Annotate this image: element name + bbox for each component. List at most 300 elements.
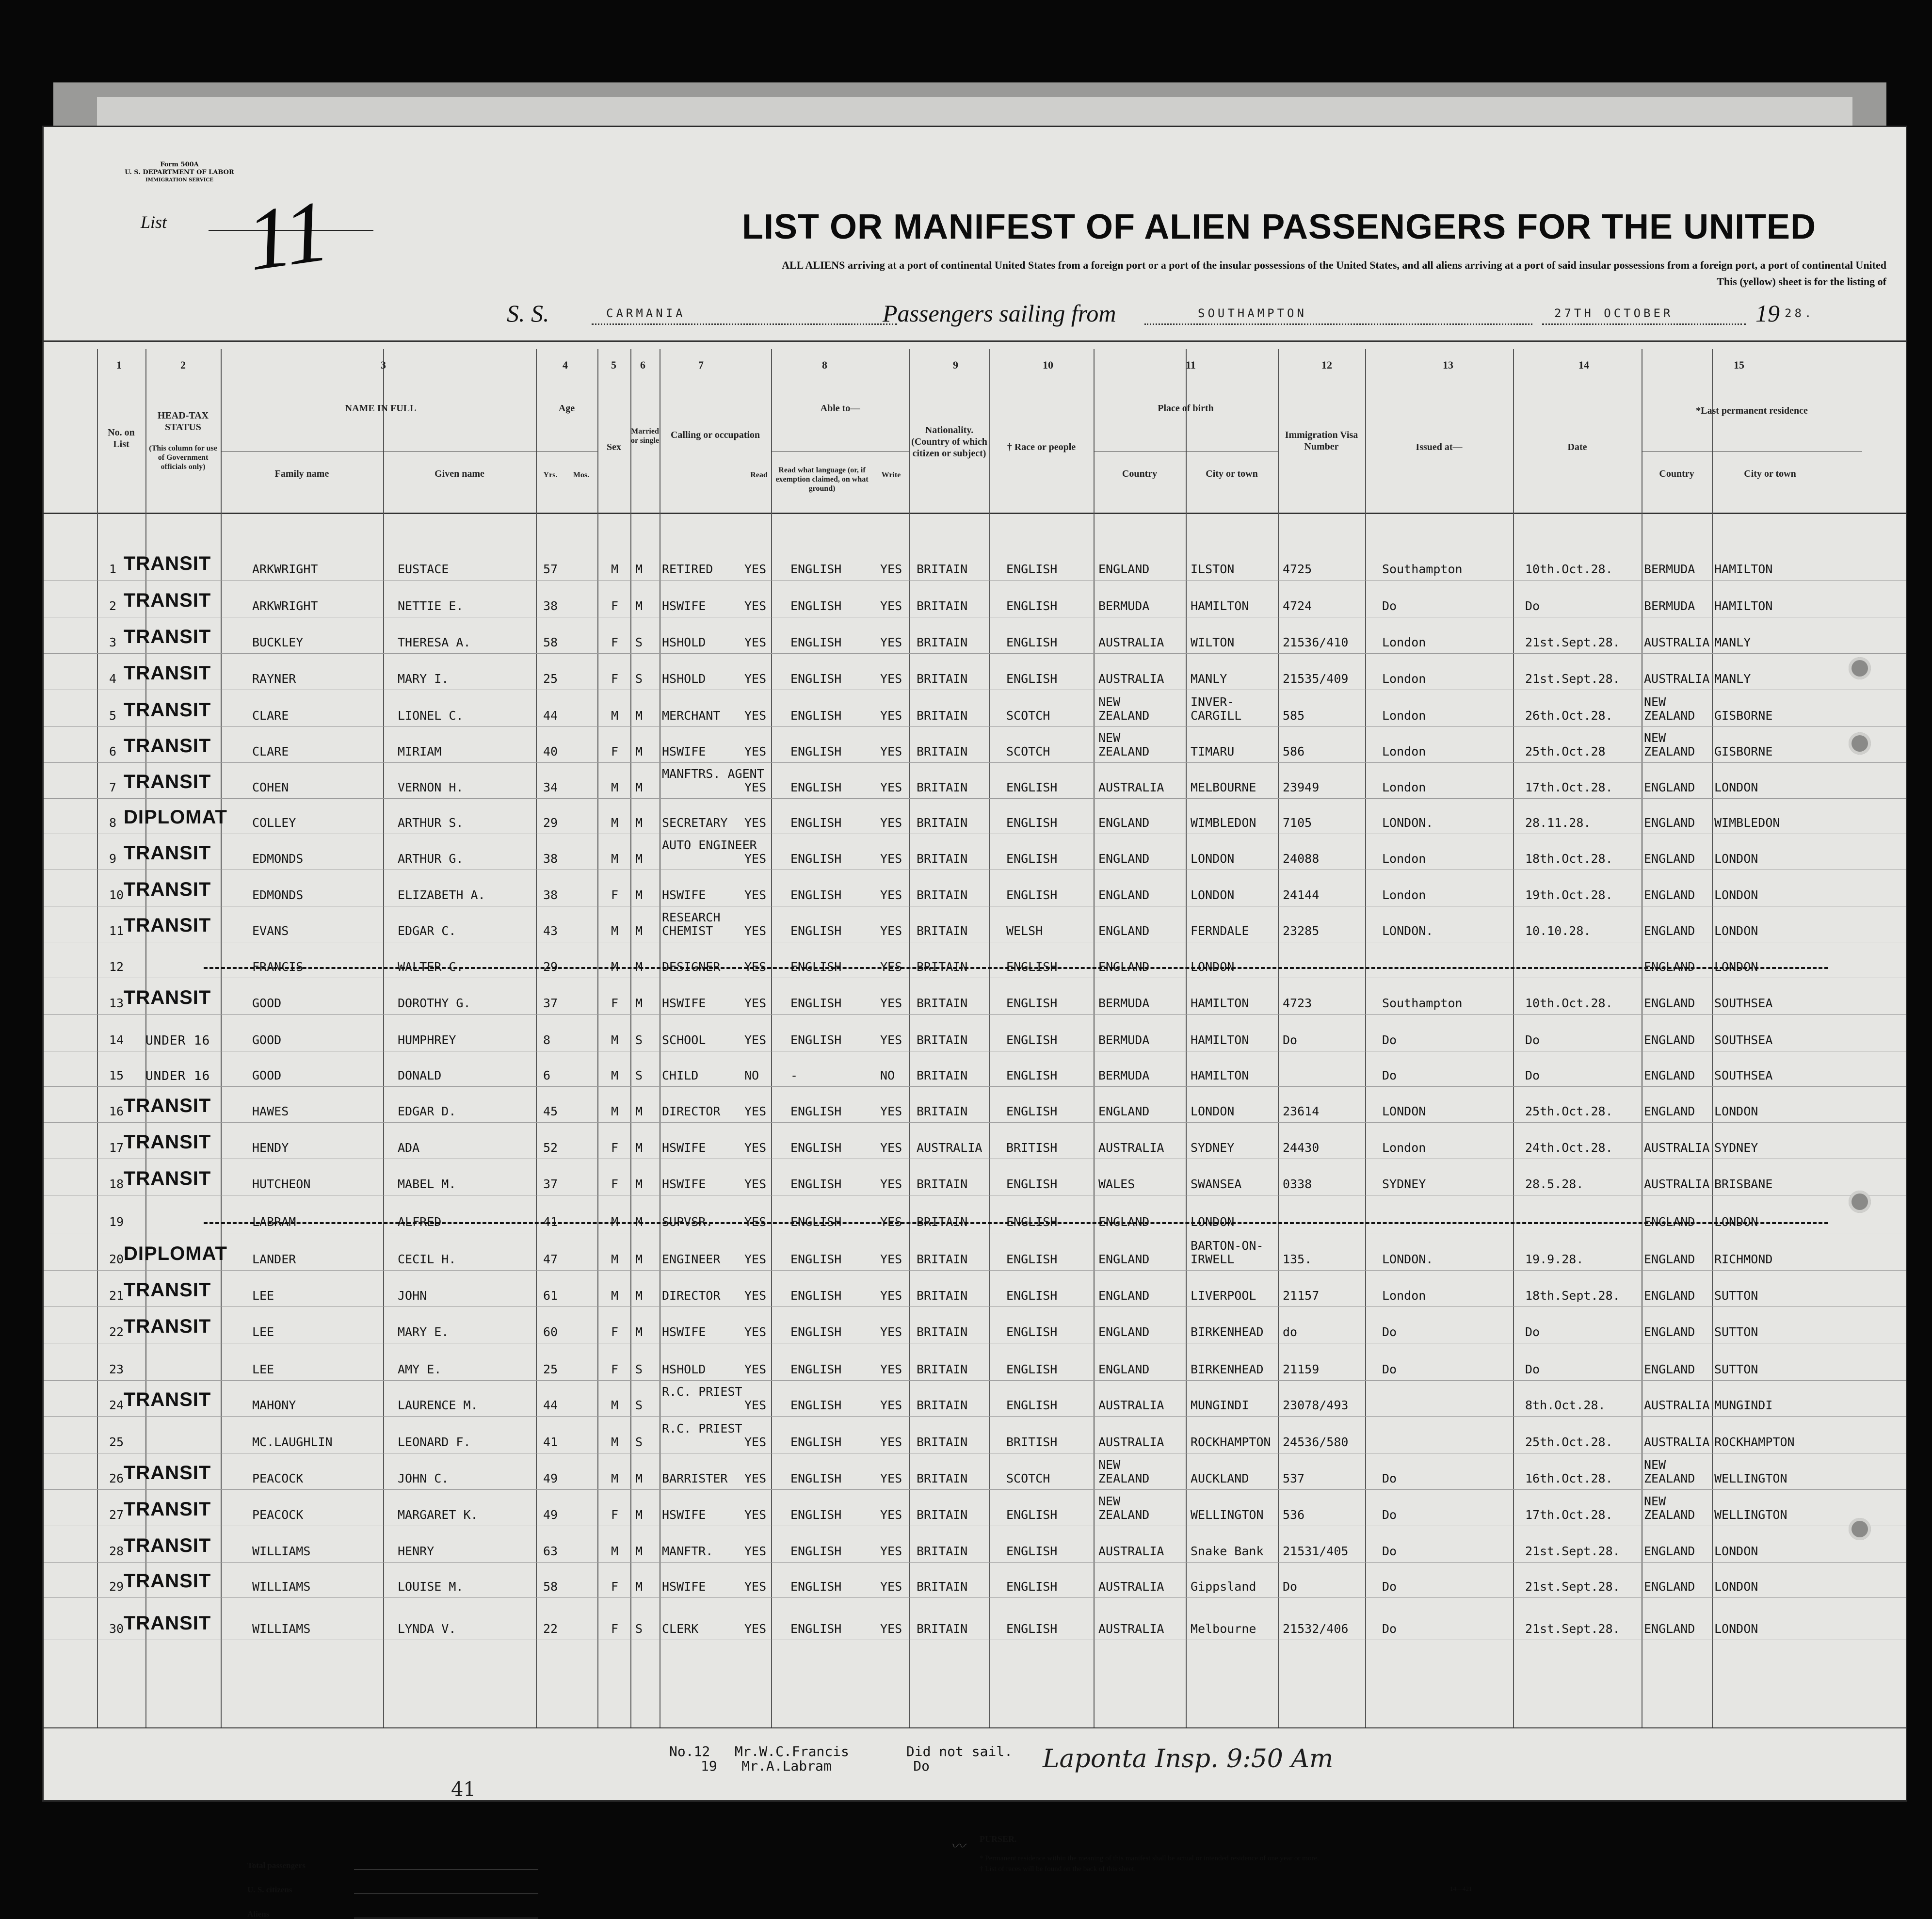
sex: M	[611, 1398, 619, 1412]
read-language: ENGLISH	[790, 1580, 842, 1594]
birth-city: BIRKENHEAD	[1191, 1325, 1264, 1339]
given-name: CECIL H.	[398, 1252, 456, 1266]
residence-country: AUSTRALIA	[1644, 1398, 1710, 1412]
visa-number: 21531/405	[1283, 1544, 1349, 1558]
residence-country: AUSTRALIA	[1644, 1435, 1710, 1449]
family-name: MC.LAUGHLIN	[252, 1435, 333, 1449]
visa-date: 19th.Oct.28.	[1525, 888, 1613, 902]
birth-country: AUSTRALIA	[1098, 1435, 1164, 1449]
issued-at: Do	[1382, 1508, 1397, 1522]
head-tax-stamp: TRANSIT	[124, 842, 211, 864]
head-tax-stamp: TRANSIT	[124, 626, 211, 647]
date-underline	[1542, 323, 1746, 325]
head-tax-stamp: TRANSIT	[124, 1535, 211, 1556]
nationality: BRITAIN	[917, 924, 968, 938]
birth-country: AUSTRALIA	[1098, 1622, 1164, 1636]
row-rule	[44, 1086, 1906, 1087]
issued-at: Do	[1382, 1325, 1397, 1339]
sub-rule-able	[771, 451, 909, 452]
race: BRITISH	[1006, 1435, 1058, 1449]
family-name: RAYNER	[252, 672, 296, 686]
visa-number: 24088	[1283, 852, 1320, 866]
given-name: MARY I.	[398, 672, 449, 686]
head-tax-stamp: DIPLOMAT	[124, 1243, 227, 1264]
header-name-in-full: NAME IN FULL	[345, 403, 417, 414]
age-years: 38	[543, 852, 558, 866]
visa-date: 10th.Oct.28.	[1525, 562, 1613, 576]
birth-country: AUSTRALIA	[1098, 1398, 1164, 1412]
can-read: YES	[744, 1252, 767, 1266]
issued-at: London	[1382, 709, 1426, 723]
issued-at: Do	[1382, 599, 1397, 613]
row-number: 3	[109, 635, 117, 649]
read-language: ENGLISH	[790, 1325, 842, 1339]
read-language: ENGLISH	[790, 635, 842, 649]
column-number: 8	[822, 359, 827, 371]
residence-country: ENGLAND	[1644, 1544, 1695, 1558]
family-name: EVANS	[252, 924, 289, 938]
visa-date: Do	[1525, 1068, 1540, 1082]
residence-city: MUNGINDI	[1714, 1398, 1773, 1412]
visa-number: 585	[1283, 709, 1305, 723]
sex: M	[611, 1068, 619, 1082]
residence-country: ENGLAND	[1644, 1104, 1695, 1118]
nationality: BRITAIN	[917, 1362, 968, 1376]
age-years: 44	[543, 1398, 558, 1412]
race: ENGLISH	[1006, 1068, 1058, 1082]
visa-date: 21st.Sept.28.	[1525, 672, 1620, 686]
birth-city: LONDON	[1191, 960, 1235, 974]
birth-country: BERMUDA	[1098, 996, 1150, 1010]
family-name: BUCKLEY	[252, 635, 304, 649]
family-name: WILLIAMS	[252, 1544, 311, 1558]
row-number: 17	[109, 1141, 124, 1155]
birth-country: BERMUDA	[1098, 1068, 1150, 1082]
family-name: GOOD	[252, 996, 282, 1010]
read-language: ENGLISH	[790, 1435, 842, 1449]
can-write: YES	[880, 744, 902, 758]
age-years: 60	[543, 1325, 558, 1339]
can-read: YES	[744, 1435, 767, 1449]
nationality: BRITAIN	[917, 635, 968, 649]
binding-hole	[1849, 1518, 1871, 1540]
can-read: YES	[744, 1177, 767, 1191]
can-write: YES	[880, 1580, 902, 1594]
row-rule	[44, 1380, 1906, 1381]
family-name: HUTCHEON	[252, 1177, 311, 1191]
residence-country: AUSTRALIA	[1644, 1141, 1710, 1155]
residence-city: HAMILTON	[1714, 599, 1773, 613]
birth-city: HAMILTON	[1191, 599, 1249, 613]
nationality: BRITAIN	[917, 780, 968, 794]
age-years: 63	[543, 1544, 558, 1558]
sex: M	[611, 780, 619, 794]
row-rule	[44, 653, 1906, 654]
occupation: SCHOOL	[662, 1033, 706, 1047]
row-number: 20	[109, 1252, 124, 1266]
read-language: ENGLISH	[790, 1215, 842, 1229]
head-tax-stamp: TRANSIT	[124, 699, 211, 721]
occupation: HSHOLD	[662, 1362, 706, 1376]
family-name: PEACOCK	[252, 1471, 304, 1485]
visa-number: 7105	[1283, 816, 1312, 830]
head-tax-stamp: TRANSIT	[124, 1095, 211, 1116]
header-rule-top	[44, 340, 1906, 342]
sex: M	[611, 1471, 619, 1485]
sex: F	[611, 672, 619, 686]
residence-city: LONDON	[1714, 780, 1758, 794]
head-tax-stamp: TRANSIT	[124, 771, 211, 792]
visa-date: 21st.Sept.28.	[1525, 1544, 1620, 1558]
residence-country: ENGLAND	[1644, 1068, 1695, 1082]
header-write: Write	[881, 471, 901, 479]
occupation: MANFTR.	[662, 1544, 713, 1558]
birth-city: HAMILTON	[1191, 996, 1249, 1010]
read-language: ENGLISH	[790, 1252, 842, 1266]
header-place-of-birth: Place of birth	[1158, 403, 1214, 414]
can-write: YES	[880, 1215, 902, 1229]
row-number: 10	[109, 888, 124, 902]
birth-city: BIRKENHEAD	[1191, 1362, 1264, 1376]
race: ENGLISH	[1006, 780, 1058, 794]
residence-city: LONDON	[1714, 1104, 1758, 1118]
occupation: HSWIFE	[662, 744, 706, 758]
age-years: 37	[543, 1177, 558, 1191]
visa-date: 18th.Oct.28.	[1525, 852, 1613, 866]
residence-country: BERMUDA	[1644, 562, 1695, 576]
visa-number: 537	[1283, 1471, 1305, 1485]
birth-city: LONDON	[1191, 852, 1235, 866]
age-years: 58	[543, 1580, 558, 1594]
can-write: YES	[880, 1435, 902, 1449]
year-suffix: 28.	[1785, 306, 1815, 320]
column-divider	[597, 349, 598, 1727]
visa-number: 4724	[1283, 599, 1312, 613]
header-birth-country: Country	[1122, 468, 1158, 479]
sex: F	[611, 1141, 619, 1155]
birth-city: LONDON	[1191, 1104, 1235, 1118]
family-name: LEE	[252, 1325, 274, 1339]
purser-label: PURSER.	[980, 1834, 1017, 1844]
nationality: BRITAIN	[917, 1033, 968, 1047]
nationality: BRITAIN	[917, 1398, 968, 1412]
given-name: HUMPHREY	[398, 1033, 456, 1047]
can-write: YES	[880, 1544, 902, 1558]
can-write: YES	[880, 672, 902, 686]
read-language: ENGLISH	[790, 780, 842, 794]
given-name: AMY E.	[398, 1362, 442, 1376]
race: ENGLISH	[1006, 1104, 1058, 1118]
occupation: HSHOLD	[662, 635, 706, 649]
age-years: 37	[543, 996, 558, 1010]
row-number: 28	[109, 1544, 124, 1558]
residence-country: ENGLAND	[1644, 960, 1695, 974]
nationality: BRITAIN	[917, 1544, 968, 1558]
marital-status: M	[635, 1141, 643, 1155]
column-number: 7	[698, 359, 704, 371]
read-language: ENGLISH	[790, 1141, 842, 1155]
row-rule	[44, 798, 1906, 799]
column-divider	[909, 349, 910, 1727]
given-name: MABEL M.	[398, 1177, 456, 1191]
visa-number: 4723	[1283, 996, 1312, 1010]
family-name: MAHONY	[252, 1398, 296, 1412]
header-issued-at: Issued at—	[1416, 442, 1463, 452]
head-tax-stamp: TRANSIT	[124, 987, 211, 1008]
can-read: YES	[744, 1362, 767, 1376]
sailing-label: Passengers sailing from	[883, 300, 1116, 327]
read-language: ENGLISH	[790, 1033, 842, 1047]
residence-city: LONDON	[1714, 852, 1758, 866]
read-language: ENGLISH	[790, 1362, 842, 1376]
visa-number: 24536/580	[1283, 1435, 1349, 1449]
note-line-2: 19 Mr.A.Labram Do	[701, 1758, 930, 1774]
race: SCOTCH	[1006, 1471, 1050, 1485]
occupation: DIRECTOR	[662, 1104, 721, 1118]
row-number: 5	[109, 709, 117, 723]
marital-status: M	[635, 1325, 643, 1339]
visa-number: 24144	[1283, 888, 1320, 902]
race: ENGLISH	[1006, 960, 1058, 974]
birth-country: ENGLAND	[1098, 562, 1150, 576]
row-number: 23	[109, 1362, 124, 1376]
can-read: YES	[744, 635, 767, 649]
residence-country: AUSTRALIA	[1644, 1177, 1710, 1191]
residence-country: BERMUDA	[1644, 599, 1695, 613]
can-write: YES	[880, 599, 902, 613]
race: ENGLISH	[1006, 852, 1058, 866]
can-write: YES	[880, 780, 902, 794]
given-name: NETTIE E.	[398, 599, 464, 613]
family-name: EDMONDS	[252, 888, 304, 902]
birth-country: NEW ZEALAND	[1098, 695, 1150, 723]
can-read: YES	[744, 709, 767, 723]
family-name: LANDER	[252, 1252, 296, 1266]
occupation: MERCHANT	[662, 709, 721, 723]
birth-country: AUSTRALIA	[1098, 1141, 1164, 1155]
sex: M	[611, 1252, 619, 1266]
can-read: YES	[744, 1398, 767, 1412]
head-tax-stamp: TRANSIT	[124, 879, 211, 900]
purser-signature: 〰	[950, 1838, 965, 1855]
given-name: LYNDA V.	[398, 1622, 456, 1636]
can-write: YES	[880, 1104, 902, 1118]
age-years: 44	[543, 709, 558, 723]
header-no-on-list: No. on List	[108, 427, 135, 450]
sex: M	[611, 1435, 619, 1449]
residence-city: LONDON	[1714, 924, 1758, 938]
issued-at: Do	[1382, 1033, 1397, 1047]
race: ENGLISH	[1006, 562, 1058, 576]
subtitle-line-2: This (yellow) sheet is for the listing of	[1717, 275, 1886, 288]
race: ENGLISH	[1006, 1508, 1058, 1522]
visa-date: 21st.Sept.28.	[1525, 1580, 1620, 1594]
row-rule	[44, 580, 1906, 581]
race: SCOTCH	[1006, 709, 1050, 723]
sex: M	[611, 1104, 619, 1118]
head-tax-stamp: TRANSIT	[124, 1462, 211, 1484]
age-years: 6	[543, 1068, 551, 1082]
head-tax-stamp: TRANSIT	[124, 1279, 211, 1301]
birth-city: MANLY	[1191, 672, 1227, 686]
marital-status: M	[635, 709, 643, 723]
marital-status: M	[635, 852, 643, 866]
issued-at: London	[1382, 744, 1426, 758]
column-number: 11	[1186, 359, 1196, 371]
issued-at: Do	[1382, 1622, 1397, 1636]
marital-status: M	[635, 924, 643, 938]
row-number: 16	[109, 1104, 124, 1118]
row-number: 2	[109, 599, 117, 613]
age-years: 29	[543, 960, 558, 974]
residence-city: MANLY	[1714, 672, 1751, 686]
visa-date: 17th.Oct.28.	[1525, 780, 1613, 794]
residence-city: SYDNEY	[1714, 1141, 1758, 1155]
nationality: BRITAIN	[917, 1177, 968, 1191]
struck-row-line	[204, 1222, 1828, 1224]
family-name: GOOD	[252, 1033, 282, 1047]
marital-status: M	[635, 1252, 643, 1266]
can-write: YES	[880, 1471, 902, 1485]
marital-status: S	[635, 1068, 643, 1082]
visa-date: 25th.Oct.28.	[1525, 1104, 1613, 1118]
residence-city: GISBORNE	[1714, 709, 1773, 723]
can-read: YES	[744, 888, 767, 902]
given-name: ELIZABETH A.	[398, 888, 485, 902]
issued-at: Do	[1382, 1362, 1397, 1376]
age-years: 52	[543, 1141, 558, 1155]
column-number: 10	[1043, 359, 1053, 371]
residence-country: ENGLAND	[1644, 996, 1695, 1010]
visa-date: 28.5.28.	[1525, 1177, 1584, 1191]
sex: M	[611, 1033, 619, 1047]
residence-country: ENGLAND	[1644, 852, 1695, 866]
residence-country: ENGLAND	[1644, 1289, 1695, 1303]
age-years: 25	[543, 672, 558, 686]
departure-port: SOUTHAMPTON	[1198, 306, 1307, 320]
head-tax-stamp: UNDER 16	[145, 1069, 210, 1083]
read-language: ENGLISH	[790, 562, 842, 576]
family-name: PEACOCK	[252, 1508, 304, 1522]
port-underline	[1144, 323, 1532, 325]
sex: M	[611, 1289, 619, 1303]
visa-date: 17th.Oct.28.	[1525, 1508, 1613, 1522]
residence-city: BRISBANE	[1714, 1177, 1773, 1191]
issued-at: London	[1382, 1141, 1426, 1155]
marital-status: S	[635, 635, 643, 649]
birth-city: INVER- CARGILL	[1191, 695, 1242, 723]
departure-date: 27TH OCTOBER	[1554, 306, 1674, 320]
age-years: 58	[543, 635, 558, 649]
family-name: EDMONDS	[252, 852, 304, 866]
given-name: MARY E.	[398, 1325, 449, 1339]
service: IMMIGRATION SERVICE	[145, 177, 213, 183]
header-nationality: Nationality. (Country of which citizen or subject)	[911, 425, 987, 459]
header-last-residence: *Last permanent residence	[1696, 405, 1808, 416]
race: ENGLISH	[1006, 1398, 1058, 1412]
family-name: CLARE	[252, 709, 289, 723]
can-read: YES	[744, 1215, 767, 1229]
family-name: HENDY	[252, 1141, 289, 1155]
visa-number: do	[1283, 1325, 1298, 1339]
birth-city: LONDON	[1191, 1215, 1235, 1229]
visa-number: 21535/409	[1283, 672, 1349, 686]
can-write: YES	[880, 635, 902, 649]
given-name: EUSTACE	[398, 562, 449, 576]
head-tax-stamp: TRANSIT	[124, 553, 211, 574]
sex: F	[611, 1622, 619, 1636]
visa-date: 24th.Oct.28.	[1525, 1141, 1613, 1155]
family-name: ARKWRIGHT	[252, 599, 318, 613]
given-name: THERESA A.	[398, 635, 471, 649]
residence-city: RICHMOND	[1714, 1252, 1773, 1266]
issued-at: LONDON.	[1382, 1252, 1433, 1266]
nationality: BRITAIN	[917, 672, 968, 686]
age-years: 49	[543, 1508, 558, 1522]
row-number: 13	[109, 996, 124, 1010]
visa-date: 21st.Sept.28.	[1525, 635, 1620, 649]
race: ENGLISH	[1006, 1252, 1058, 1266]
read-language: ENGLISH	[790, 996, 842, 1010]
marital-status: M	[635, 960, 643, 974]
residence-country: ENGLAND	[1644, 816, 1695, 830]
family-name: GOOD	[252, 1068, 282, 1082]
header-married: Married or single	[631, 427, 659, 445]
subtitle-line-1: ALL ALIENS arriving at a port of continental United States from a foreign port or a port of the insular possessions of the United States, and all aliens arriving at a port of said insular possessions from a foreign port, a port of continental United	[782, 259, 1886, 271]
row-number: 30	[109, 1622, 124, 1636]
birth-city: SWANSEA	[1191, 1177, 1242, 1191]
read-language: ENGLISH	[790, 1289, 842, 1303]
visa-date: 8th.Oct.28.	[1525, 1398, 1606, 1412]
birth-city: FERNDALE	[1191, 924, 1249, 938]
age-years: 38	[543, 888, 558, 902]
marital-status: M	[635, 1580, 643, 1594]
visa-date: 18th.Sept.28.	[1525, 1289, 1620, 1303]
occupation: HSHOLD	[662, 672, 706, 686]
nationality: BRITAIN	[917, 1289, 968, 1303]
inspector-note: Laponta Insp. 9:50 Am	[1043, 1744, 1334, 1774]
issued-at: Southampton	[1382, 562, 1463, 576]
birth-country: AUSTRALIA	[1098, 1544, 1164, 1558]
column-divider	[771, 349, 772, 1727]
birth-city: WELLINGTON	[1191, 1508, 1264, 1522]
head-tax-stamp: TRANSIT	[124, 1131, 211, 1153]
header-race: † Race or people	[1007, 442, 1076, 452]
visa-date: Do	[1525, 599, 1540, 613]
residence-city: LONDON	[1714, 888, 1758, 902]
row-rule	[44, 1597, 1906, 1598]
head-tax-stamp: TRANSIT	[124, 662, 211, 684]
sex: M	[611, 924, 619, 938]
occupation: HSWIFE	[662, 1141, 706, 1155]
header-res-city: City or town	[1744, 468, 1796, 479]
residence-city: SOUTHSEA	[1714, 1033, 1773, 1047]
visa-date: 25th.Oct.28	[1525, 744, 1606, 758]
can-read: YES	[744, 1622, 767, 1636]
column-number: 15	[1734, 359, 1744, 371]
read-language: ENGLISH	[790, 1104, 842, 1118]
marital-status: S	[635, 672, 643, 686]
occupation: HSWIFE	[662, 1508, 706, 1522]
row-rule	[44, 1489, 1906, 1490]
row-number: 8	[109, 816, 117, 830]
birth-country: BERMUDA	[1098, 599, 1150, 613]
header-res-country: Country	[1659, 468, 1694, 479]
marital-status: S	[635, 1435, 643, 1449]
visa-number: 23285	[1283, 924, 1320, 938]
column-number: 9	[953, 359, 958, 371]
occupation: R.C. PRIEST	[662, 1421, 742, 1435]
